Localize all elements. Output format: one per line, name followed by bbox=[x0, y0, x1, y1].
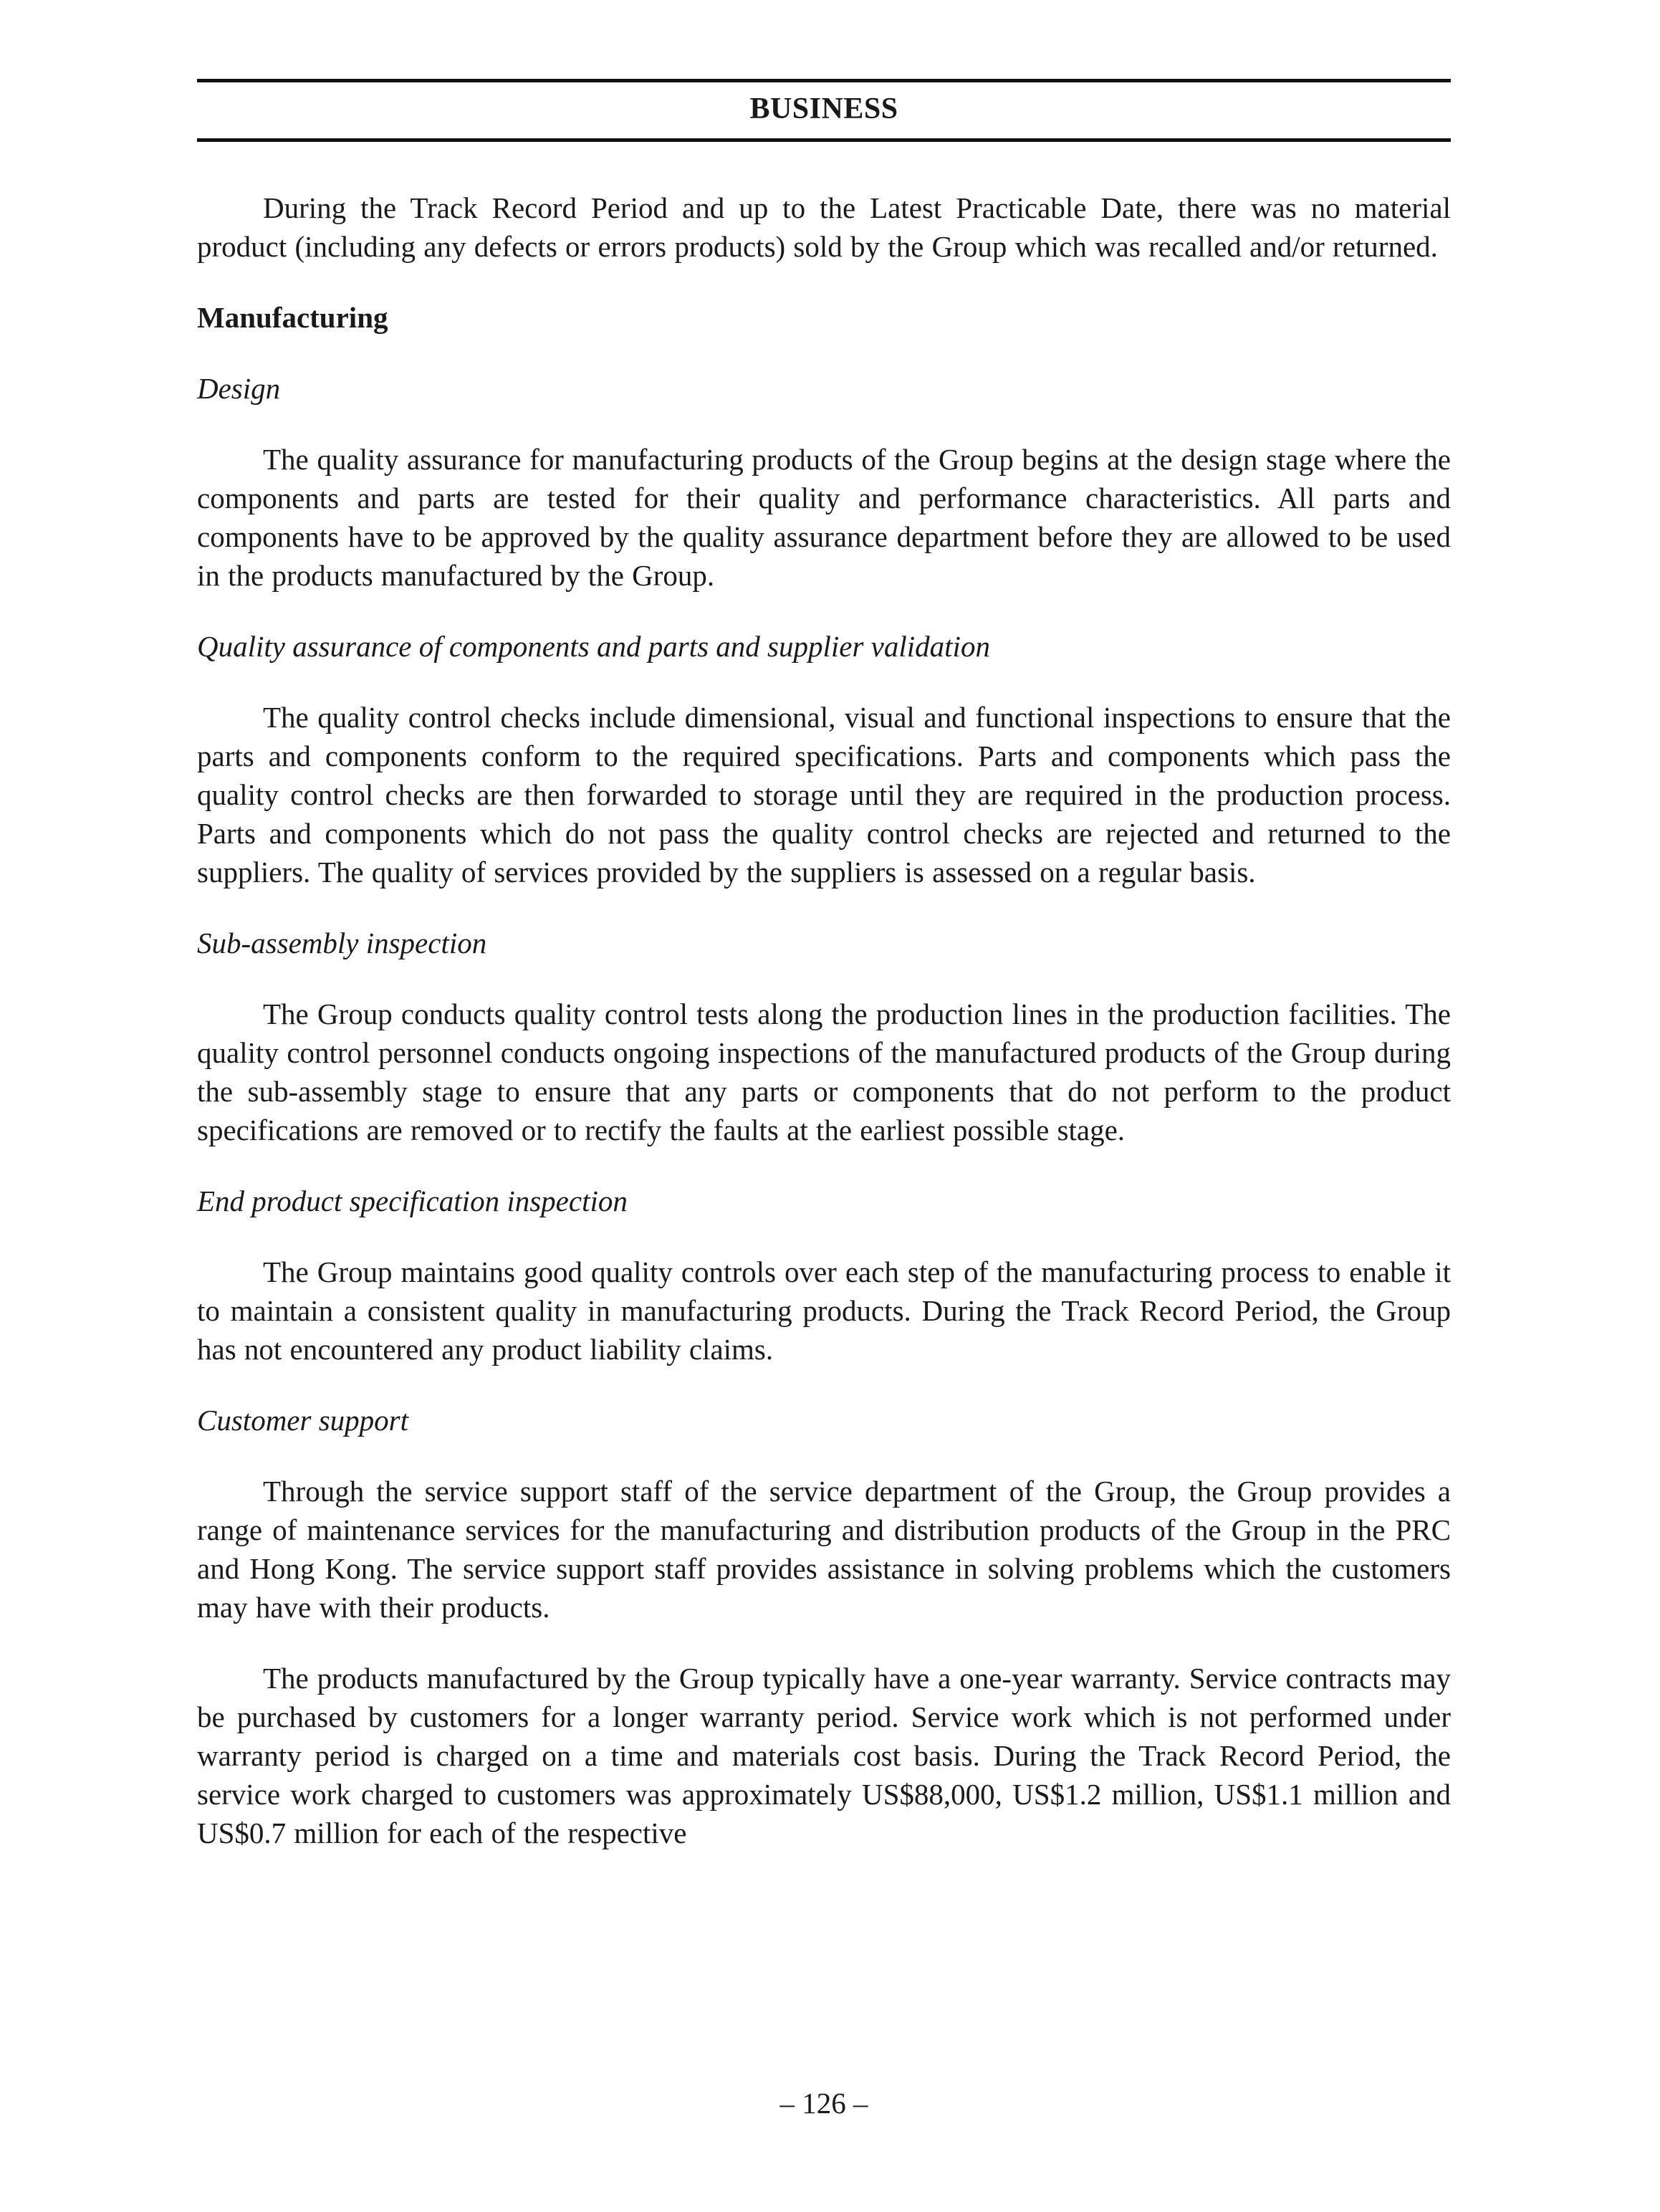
subheading-sub-assembly: Sub-assembly inspection bbox=[197, 927, 487, 959]
page-number: – 126 – bbox=[779, 2087, 868, 2120]
document-body bbox=[197, 188, 1451, 1885]
document-page bbox=[197, 0, 1451, 2212]
header-bottom-rule bbox=[197, 138, 1451, 142]
subheading-quality-assurance: Quality assurance of components and parts and supplier validation bbox=[197, 630, 990, 663]
paragraph-sub-assembly: The Group conducts quality control tests along the production lines in the production facilities. The quality control personnel conducts ongoing inspections of the manufactured products of the Group during the sub-assembly stage to ensure that any parts or components that do not perform to the product specifications are removed or to rectify the faults at the earliest possible stage. bbox=[197, 997, 1451, 1146]
subheading-end-product: End product specification inspection bbox=[197, 1184, 628, 1217]
subheading-design: Design bbox=[197, 372, 281, 405]
paragraph-customer-support: Through the service support staff of the service department of the Group, the Group provides a range of maintenance services for the manufacturing and distribution products of the Group in the PRC and Hong Kong. The service support staff provides assistance in solving problems which the customers may have with their products. bbox=[197, 1475, 1451, 1624]
section-title: BUSINESS bbox=[749, 92, 898, 125]
header-top-rule bbox=[197, 79, 1451, 82]
paragraph-end-product: The Group maintains good quality controls over each step of the manufacturing process to enable it to maintain a consistent quality in manufacturing products. During the Track Record Period, the Group has not encountered any product liability claims. bbox=[197, 1255, 1451, 1366]
paragraph-warranty: The products manufactured by the Group typically have a one-year warranty. Service contracts may be purchased by customers for a longer warranty period. Service work which is not performed under warranty period is charged on a time and materials cost basis. During the Track Record Period, the service work charged to customers was approximately US$88,000, US$1.2 million, US$1.1 million and US$0.7 million for each of the respective bbox=[197, 1662, 1451, 1849]
paragraph-quality-assurance: The quality control checks include dimensional, visual and functional inspections to ensure that the parts and components conform to the required specifications. Parts and components which pass the quality control checks are then forwarded to storage until they are required in the production process. Parts and components which do not pass the quality control checks are rejected and returned to the suppliers. The quality of services provided by the suppliers is assessed on a regular basis. bbox=[197, 701, 1451, 889]
subheading-customer-support: Customer support bbox=[197, 1404, 409, 1437]
paragraph-design: The quality assurance for manufacturing products of the Group begins at the design stage where the components and parts are tested for their quality and performance characteristics. All parts and components have to be approved by the quality assurance department before they are allowed to be used in the products manufactured by the Group. bbox=[197, 443, 1451, 592]
paragraph-recall: During the Track Record Period and up to the Latest Practicable Date, there was no material product (including any defects or errors products) sold by the Group which was recalled and/or returned. bbox=[197, 191, 1451, 263]
heading-manufacturing: Manufacturing bbox=[197, 301, 388, 334]
